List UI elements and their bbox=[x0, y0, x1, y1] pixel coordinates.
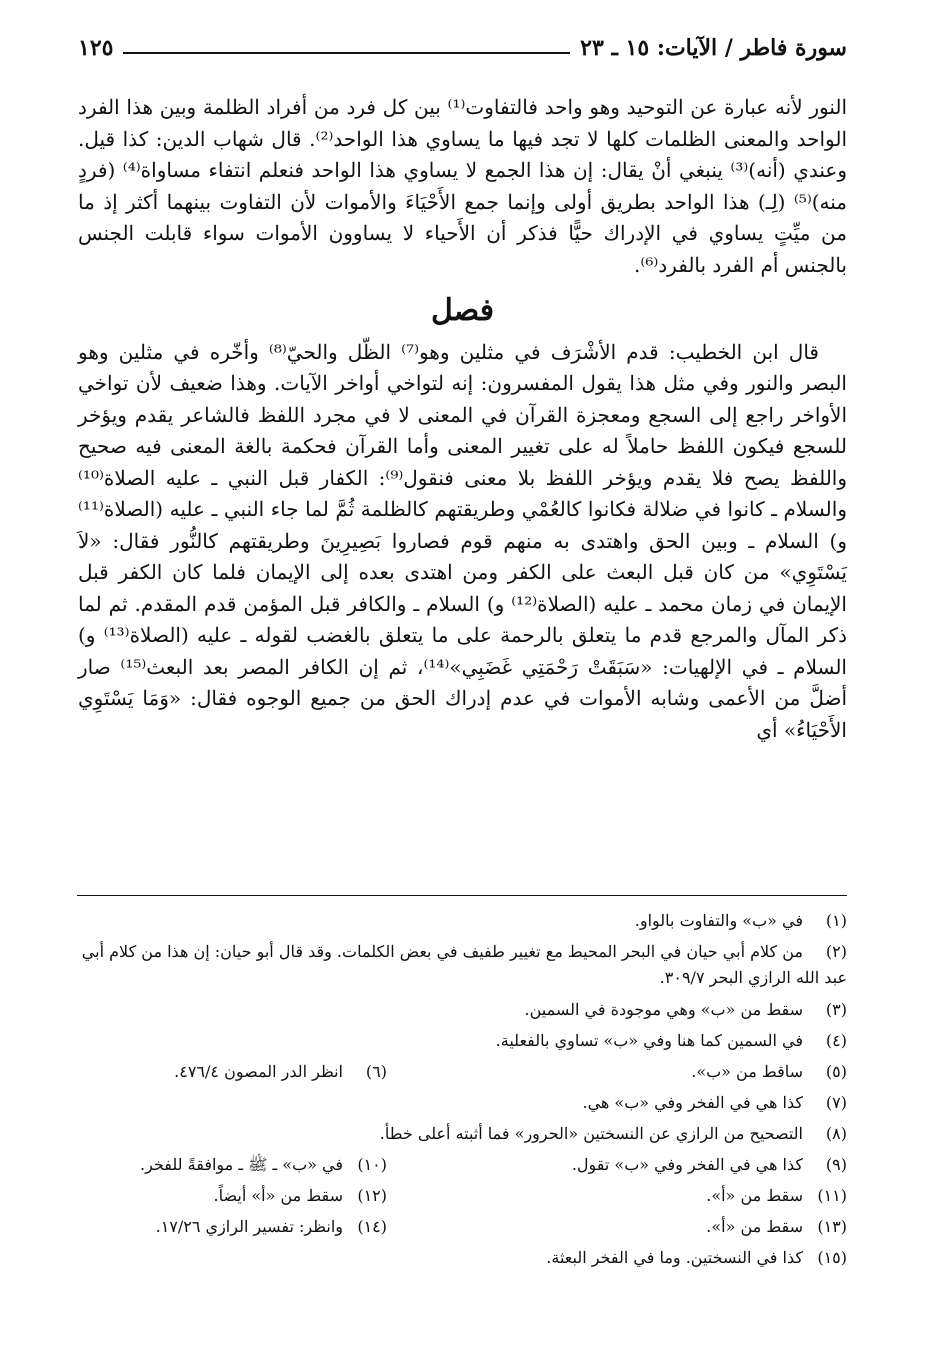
footnote-number: (١٢) bbox=[357, 1186, 387, 1205]
footnote-pair bbox=[78, 1056, 847, 1087]
paragraph: النور لأنه عبارة عن التوحيد وهو واحد فالتفاوت⁽¹⁾ بين كل فرد من أفراد الظلمة وبين هذا الفرد الواحد والمعنى الظلمات كلها لا تجد فيها ما يساوي هذا الواحد⁽²⁾. قال شهاب الدين: كذا قيل. وعندي (أنه)⁽³⁾ ينبغي أنْ يقال: إن هذا الجمع لا يساوي هذا الواحد فنعلم انتفاء مساواة⁽⁴⁾ (فردٍ منه)⁽⁵⁾ (لِـ) هذا الواحد بطريق أولى وإنما جمع الأَحْيَاءَ والأموات لأن التفاوت بينهما أكثر إذ ما من ميِّتٍ يساوي في الإدراك حيًّا فذكر أن الأَحياء لا يساوون الأموات سواء قابلت الجنس بالجنس أم الفرد بالفرد⁽⁶⁾. bbox=[78, 95, 848, 277]
footnote bbox=[78, 994, 847, 1025]
footnote-text: انظر الدر المصون ٤٧٦/٤. bbox=[174, 1062, 343, 1081]
footnote-text: وانظر: تفسير الرازي ١٧/٢٦. bbox=[155, 1217, 343, 1236]
footnote-pair bbox=[78, 1149, 847, 1180]
footnote bbox=[78, 936, 847, 994]
main-text bbox=[78, 92, 847, 746]
footnote-text: كذا هي في الفخر وفي «ب» هي. bbox=[582, 1093, 803, 1112]
footnote-number: (١٥) bbox=[817, 1248, 847, 1267]
footnote bbox=[78, 1025, 847, 1056]
footnote-text: سقط من «أ» أيضاً. bbox=[213, 1186, 343, 1205]
footnote-text: سقط من «أ». bbox=[706, 1186, 803, 1205]
footnote-number: (٢) bbox=[825, 942, 847, 961]
footnote-pair bbox=[78, 1211, 847, 1242]
footnote-number: (٧) bbox=[825, 1093, 847, 1112]
footnote-number: (٤) bbox=[825, 1031, 847, 1050]
section-heading: فصل bbox=[430, 293, 495, 328]
footnote-number: (٩) bbox=[825, 1155, 847, 1174]
footnote-number: (٣) bbox=[825, 1000, 847, 1019]
footnote-text: من كلام أبي حيان في البحر المحيط مع تغيير طفيف في بعض الكلمات. وقد قال أبو حيان: إن هذا من كلام أبي عبد الله الرازي البحر ٣٠٩/٧. bbox=[81, 942, 847, 987]
footnote-text: كذا في النسختين. وما في الفخر البعثة. bbox=[546, 1248, 803, 1267]
footnote-text: ساقط من «ب». bbox=[691, 1062, 803, 1081]
footnote-text: سقط من «ب» وهي موجودة في السمين. bbox=[524, 1000, 803, 1019]
footnote bbox=[78, 1242, 847, 1273]
footnote-number: (١١) bbox=[817, 1186, 847, 1205]
footnote bbox=[78, 1087, 847, 1118]
footnote-number: (٥) bbox=[825, 1062, 847, 1081]
header-title: سورة فاطر / الآيات: ١٥ ـ ٢٣ bbox=[580, 35, 847, 61]
page-number: ١٢٥ bbox=[78, 35, 114, 61]
paragraph: قال ابن الخطيب: قدم الأشْرَف في مثلين وهو⁽⁷⁾ الظّل والحيّ⁽⁸⁾ وأخّره في مثلين وهو البصر والنور وفي مثل هذا يقول المفسرون: إنه لتواخي أواخر الآيات. وهذا ضعيف لأن تواخي الأواخر راجع إلى السجع ومعجزة القرآن في المعنى لا في مجرد اللفظ فالشاعر يقدم ويؤخر للسجع فيكون اللفظ حاملاً له على تغيير المعنى وأما القرآن فحكمة بالغة المعنى فيه صحيح واللفظ يصح فلا يقدم ويؤخر اللفظ بلا معنى فنقول⁽⁹⁾: الكفار قبل النبي ـ عليه الصلاة⁽¹⁰⁾ والسلام ـ كانوا في ضلالة فكانوا كالعُمْي وطريقتهم كالظلمة ثُمَّ لما جاء النبي ـ عليه (الصلاة⁽¹¹⁾ و) السلام ـ وبين الحق واهتدى به منهم قوم فصاروا بَصِيرِينَ وطريقتهم كالنُّور فقال: «لاَ يَسْتَوِي» من كان قبل البعث على الكفر ومن اهتدى بعده إلى الإيمان فلما كان الكفر قبل الإيمان في زمان محمد ـ عليه (الصلاة⁽¹²⁾ و) السلام ـ والكافر قبل المؤمن قدم المقدم. ثم لما ذكر المآل والمرجع قدم ما يتعلق بالرحمة على ما يتعلق بالغضب لقوله ـ عليه (الصلاة⁽¹³⁾ و) السلام ـ في الإلهيات: «سَبَقَتْ رَحْمَتِي غَضَبِي»⁽¹⁴⁾، ثم إن الكافر المصر بعد البعث⁽¹⁵⁾ صار أضلَّ من الأعمى وشابه الأموات في عدم إدراك الحق من جميع الوجوه فقال: «وَمَا يَسْتَوِي الأَحْيَاءُ» أي bbox=[78, 339, 848, 742]
footnote-number: (١٤) bbox=[357, 1217, 387, 1236]
footnote-number: (١٠) bbox=[357, 1155, 387, 1174]
footnote-separator bbox=[77, 895, 847, 896]
footnote-number: (١) bbox=[825, 911, 847, 930]
footnote-number: (٦) bbox=[365, 1062, 387, 1081]
footnote-pair bbox=[78, 1180, 847, 1211]
footnote-text: في السمين كما هنا وفي «ب» تساوي بالفعلية. bbox=[495, 1031, 803, 1050]
footnote bbox=[78, 1118, 847, 1149]
footnote-text: في «ب» والتفاوت بالواو. bbox=[634, 911, 803, 930]
footnote-text: التصحيح من الرازي عن النسختين «الحرور» فما أثبته أعلى خطأ. bbox=[379, 1124, 803, 1143]
footnote-text: سقط من «أ». bbox=[706, 1217, 803, 1236]
footnote-text: في «ب» ـ ﷺ ـ موافقةً للفخر. bbox=[140, 1155, 343, 1174]
footnotes bbox=[78, 905, 847, 1273]
running-header bbox=[78, 28, 847, 68]
header-rule bbox=[123, 52, 570, 54]
footnote bbox=[78, 905, 847, 936]
footnote-text: كذا هي في الفخر وفي «ب» تقول. bbox=[571, 1155, 803, 1174]
footnote-number: (٨) bbox=[825, 1124, 847, 1143]
footnote-number: (١٣) bbox=[817, 1217, 847, 1236]
